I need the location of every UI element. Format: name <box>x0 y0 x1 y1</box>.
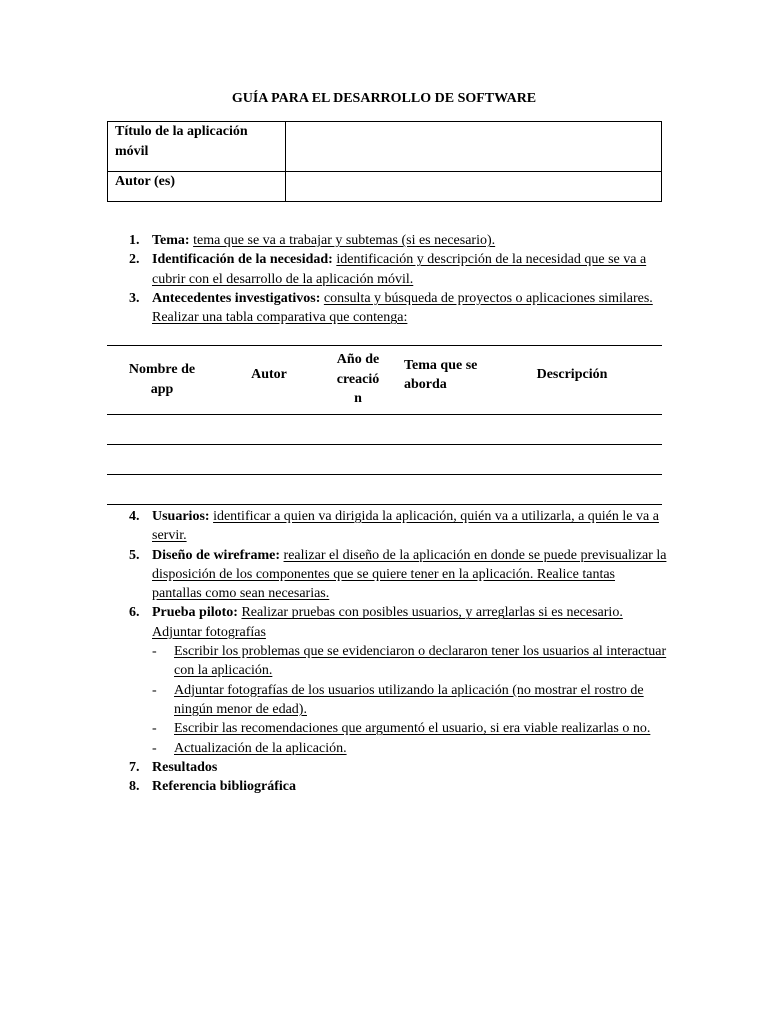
item-label: Identificación de la necesidad: <box>152 252 333 268</box>
dash-bullet: - <box>152 644 157 660</box>
item-number: 4. <box>129 509 140 524</box>
sub-item-text: Adjuntar fotografías de los usuarios utilizando la aplicación (no mostrar el rostro de ningún menor de edad). <box>174 682 644 717</box>
sub-item-actualizacion <box>107 739 667 758</box>
table-row <box>108 122 662 172</box>
column-header-tema: Tema que se aborda <box>404 357 478 392</box>
item-number: 2. <box>129 252 140 268</box>
app-title-value <box>286 122 662 172</box>
sub-item-problemas <box>107 642 667 681</box>
list-item-tema <box>107 231 667 250</box>
sub-item-fotografias <box>107 681 667 720</box>
author-label: Autor (es) <box>108 172 286 202</box>
item-label: Prueba piloto: <box>152 605 238 621</box>
section-list-a <box>107 231 667 327</box>
column-header-autor: Autor <box>251 366 287 382</box>
item-label: Referencia bibliográfica <box>152 779 296 795</box>
item-text: consulta y búsqueda de proyectos o aplicaciones similares. Realizar una tabla comparativa que contenga: <box>152 290 653 326</box>
sub-item-recomendaciones <box>107 719 667 738</box>
app-title-label: Título de la aplicación móvil <box>108 122 286 172</box>
list-item-prueba-piloto <box>107 603 667 642</box>
section-list-b <box>107 507 667 796</box>
item-text: identificación y descripción de la necesidad que se va a cubrir con el desarrollo de la aplicación móvil. <box>152 252 647 287</box>
column-header-nombre: Nombre de app <box>128 362 196 397</box>
item-number: 6. <box>129 605 140 621</box>
dash-bullet: - <box>152 682 157 698</box>
dash-bullet: - <box>152 740 157 756</box>
app-info-table <box>107 121 662 202</box>
item-label: Usuarios: <box>152 509 210 524</box>
item-text: tema que se va a trabajar y subtemas (si es necesario). <box>193 233 496 248</box>
document-title: GUÍA PARA EL DESARROLLO DE SOFTWARE <box>231 91 537 106</box>
sub-item-text: Escribir los problemas que se evidenciaron o declararon tener los usuarios al interactuar con la aplicación. <box>174 644 667 679</box>
item-label: Antecedentes investigativos: <box>152 290 321 306</box>
dash-bullet: - <box>152 721 157 737</box>
item-text: Realizar pruebas con posibles usuarios, y arreglarlas si es necesario. Adjuntar fotografías <box>152 605 623 640</box>
item-label: Resultados <box>152 759 218 775</box>
item-label: Tema: <box>152 233 190 248</box>
item-number: 5. <box>129 547 140 563</box>
item-label: Diseño de wireframe: <box>152 547 281 563</box>
item-number: 7. <box>129 759 140 775</box>
table-rule <box>107 414 662 415</box>
item-number: 3. <box>129 290 140 306</box>
item-number: 8. <box>129 779 140 795</box>
list-item-referencia <box>107 777 667 796</box>
list-item-resultados <box>107 758 667 777</box>
item-text: realizar el diseño de la aplicación en donde se puede previsualizar la disposición de los componentes que se quiere tener en la aplicación. Realice tantas pantallas como sean necesarias. <box>152 547 667 602</box>
table-rule <box>107 444 662 445</box>
list-item-antecedentes <box>107 289 667 328</box>
table-rule <box>107 474 662 475</box>
item-text: identificar a quien va dirigida la aplicación, quién va a utilizarla, a quién le va a servir. <box>152 509 659 544</box>
list-item-necesidad <box>107 250 667 289</box>
column-header-anio: Año de creació n <box>336 352 380 407</box>
sub-item-text: Actualización de la aplicación. <box>174 740 347 756</box>
author-value <box>286 172 662 202</box>
table-row <box>108 172 662 202</box>
column-header-descripcion: Descripción <box>536 366 608 382</box>
sub-item-text: Escribir las recomendaciones que argumentó el usuario, si era viable realizarlas o no. <box>174 721 651 737</box>
list-item-usuarios <box>107 507 667 546</box>
item-number: 1. <box>129 233 140 248</box>
table-rule <box>107 504 662 505</box>
list-item-wireframe <box>107 546 667 604</box>
comparison-table <box>107 345 662 505</box>
